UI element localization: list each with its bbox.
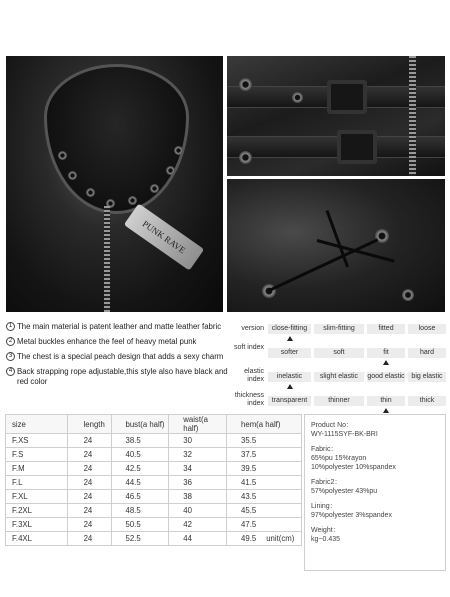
grommet-icon <box>58 151 67 160</box>
feature-number: 4 <box>6 367 15 376</box>
grommet-icon <box>86 188 95 197</box>
table-cell: 36 <box>169 476 227 490</box>
fit-index-matrix <box>232 322 446 418</box>
table-cell: 38.5 <box>111 434 169 448</box>
table-row <box>6 532 302 546</box>
matrix-cell: thick <box>408 396 446 406</box>
zipper-graphic <box>409 56 416 177</box>
matrix-cell: inelastic <box>268 372 311 382</box>
table-cell: 40 <box>169 504 227 518</box>
table-cell: F.3XL <box>6 518 68 532</box>
size-chart-table <box>5 414 302 546</box>
column-header: bust(a half) <box>111 415 169 434</box>
matrix-cell: soft <box>314 348 364 358</box>
matrix-row-elastic-index <box>232 370 446 394</box>
matrix-cell: close-fitting <box>268 324 311 334</box>
table-cell: 32 <box>169 448 227 462</box>
unit-label: unit(cm) <box>266 534 295 543</box>
matrix-cell: fit <box>367 348 405 358</box>
table-row <box>6 448 302 462</box>
matrix-row-label: thickness index <box>234 392 264 407</box>
matrix-cell: loose <box>408 324 446 334</box>
zipper-graphic <box>104 206 110 313</box>
brand-tag: PUNK RAVE <box>124 203 204 270</box>
table-cell: 30 <box>169 434 227 448</box>
table-cell: 35.5 <box>227 434 302 448</box>
table-row <box>6 434 302 448</box>
lining-label: Lining： <box>311 503 337 510</box>
grommet-icon <box>150 184 159 193</box>
grommet-icon <box>174 146 183 155</box>
table-cell-value: 49.5 <box>241 534 257 543</box>
matrix-cell: transparent <box>268 396 311 406</box>
fabric-2-label: Fabric2： <box>311 479 342 486</box>
fabric-1 <box>311 445 439 472</box>
matrix-cell: good elastic <box>367 373 405 380</box>
fabric-2 <box>311 478 439 496</box>
column-header: waist(a half) <box>169 415 227 434</box>
table-cell: 24 <box>67 504 111 518</box>
grommet-icon <box>402 289 414 301</box>
table-cell: 24 <box>67 476 111 490</box>
heart-panel-graphic <box>44 64 189 214</box>
column-header: size <box>6 415 68 434</box>
table-cell: 38 <box>169 490 227 504</box>
grommet-icon <box>128 196 137 205</box>
table-row <box>6 490 302 504</box>
table-cell: 24 <box>67 532 111 546</box>
matrix-cell: hard <box>408 348 446 358</box>
matrix-cell: softer <box>268 348 311 358</box>
grommet-icon <box>239 78 252 91</box>
table-cell: 34 <box>169 462 227 476</box>
table-cell: 44 <box>169 532 227 546</box>
table-cell: 48.5 <box>111 504 169 518</box>
product-info-box <box>304 414 446 571</box>
table-cell: F.S <box>6 448 68 462</box>
table-cell: 43.5 <box>227 490 302 504</box>
table-cell: 44.5 <box>111 476 169 490</box>
matrix-cell: thinner <box>314 396 364 406</box>
selected-marker-icon <box>383 408 389 413</box>
matrix-row-label: elastic index <box>244 368 264 383</box>
feature-number: 1 <box>6 322 15 331</box>
table-cell: 24 <box>67 448 111 462</box>
table-cell <box>227 532 302 546</box>
selected-marker-icon <box>287 336 293 341</box>
lace-graphic <box>268 238 378 291</box>
table-cell: F.4XL <box>6 532 68 546</box>
matrix-cell: big elastic <box>408 372 446 382</box>
buckle-graphic <box>327 80 367 114</box>
table-header-row <box>6 415 302 434</box>
weight <box>311 526 439 544</box>
matrix-cell: fitted <box>367 324 405 334</box>
matrix-row-version <box>232 322 446 346</box>
table-cell: 50.5 <box>111 518 169 532</box>
fabric-1-value-2: 10%polyester 10%spandex <box>311 464 396 471</box>
grommet-icon <box>68 171 77 180</box>
matrix-row-label: soft index <box>234 344 264 351</box>
product-photo-front-chest <box>5 55 224 313</box>
selected-marker-icon <box>287 384 293 389</box>
grommet-icon <box>292 92 303 103</box>
feature-text: Metal buckles enhance the feel of heavy metal punk <box>17 337 197 346</box>
matrix-cell: slim-fitting <box>314 324 364 334</box>
weight-value: kg~0.435 <box>311 536 340 543</box>
product-number <box>311 421 439 439</box>
table-row <box>6 504 302 518</box>
table-cell: 52.5 <box>111 532 169 546</box>
matrix-row-soft-index <box>232 346 446 370</box>
product-number-value: WY-1115SYF-BK-BRI <box>311 431 378 438</box>
table-cell: 24 <box>67 434 111 448</box>
feature-item <box>6 322 228 332</box>
table-cell: 47.5 <box>227 518 302 532</box>
table-cell: 40.5 <box>111 448 169 462</box>
buckle-graphic <box>337 130 377 164</box>
table-cell: 46.5 <box>111 490 169 504</box>
product-photo-buckles <box>226 55 446 177</box>
table-cell: F.M <box>6 462 68 476</box>
feature-item <box>6 367 228 387</box>
table-cell: 24 <box>67 462 111 476</box>
fabric-1-label: Fabric： <box>311 446 338 453</box>
feature-number: 2 <box>6 337 15 346</box>
table-cell: 24 <box>67 490 111 504</box>
feature-text: Back strapping rope adjustable,this style also have black and red color <box>17 367 228 386</box>
grommet-icon <box>239 151 252 164</box>
feature-text: The main material is patent leather and matte leather fabric <box>17 322 222 331</box>
feature-number: 3 <box>6 352 15 361</box>
product-number-label: Product No： <box>311 422 354 429</box>
feature-item <box>6 337 228 347</box>
product-photo-grid <box>0 55 450 313</box>
lining-value: 97%polyester 3%spandex <box>311 512 392 519</box>
column-header: hem(a half) <box>227 415 302 434</box>
lining <box>311 502 439 520</box>
matrix-cell: thin <box>367 396 405 406</box>
matrix-row-label: version <box>241 325 264 332</box>
table-cell: F.XL <box>6 490 68 504</box>
table-cell: 37.5 <box>227 448 302 462</box>
table-row <box>6 476 302 490</box>
feature-list <box>6 322 228 392</box>
feature-item <box>6 352 228 362</box>
table-row <box>6 462 302 476</box>
table-cell: 39.5 <box>227 462 302 476</box>
table-cell: 24 <box>67 518 111 532</box>
table-cell: 42 <box>169 518 227 532</box>
table-cell: 45.5 <box>227 504 302 518</box>
table-cell: F.XS <box>6 434 68 448</box>
product-photo-lacing <box>226 178 446 313</box>
table-row <box>6 518 302 532</box>
table-cell: 42.5 <box>111 462 169 476</box>
matrix-cell: slight elastic <box>314 372 364 382</box>
fabric-2-value: 57%polyester 43%pu <box>311 488 378 495</box>
weight-label: Weight： <box>311 527 340 534</box>
column-header: length <box>67 415 111 434</box>
table-cell: F.L <box>6 476 68 490</box>
table-cell: F.2XL <box>6 504 68 518</box>
grommet-icon <box>166 166 175 175</box>
table-cell: 41.5 <box>227 476 302 490</box>
feature-text: The chest is a special peach design that adds a sexy charm <box>17 352 224 361</box>
selected-marker-icon <box>383 360 389 365</box>
fabric-1-value: 65%pu 15%rayon <box>311 455 367 462</box>
